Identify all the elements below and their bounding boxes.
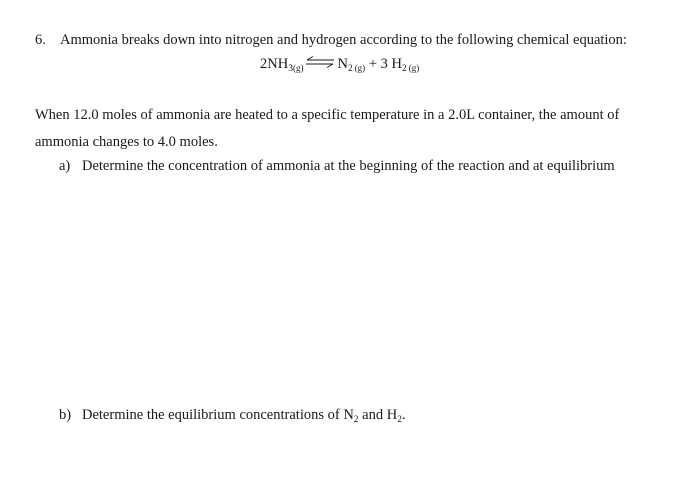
part-a-label: a) [59,158,71,174]
product2-coefficient: 3 [380,56,388,72]
product1-formula: N [337,56,348,72]
reactant-formula: NH [267,56,289,72]
reactant-coefficient: 2 [260,56,268,72]
equilibrium-arrow-icon [304,56,336,73]
reactant-phase: (g) [292,63,304,73]
part-b-subscript-1: 2 [353,415,359,425]
chemical-equation [260,56,419,73]
question-number: 6. [35,32,46,48]
part-b-subscript-2: 2 [397,415,402,425]
body-line-2: ammonia changes to 4.0 moles. [35,134,218,150]
part-b-label: b) [59,407,72,423]
part-b-text-post: . [401,407,406,423]
product2-subscript: 2 [401,64,407,74]
reactant-subscript: 3 [288,64,293,74]
plus-sign: + [368,56,377,72]
question-prompt: Ammonia breaks down into nitrogen and hydrogen according to the following chemical equation: [60,32,627,48]
product1-phase: (g) [354,63,366,73]
product2-phase: (g) [408,63,420,73]
part-b-text-mid: and H [358,407,398,423]
body-line-1: When 12.0 moles of ammonia are heated to a specific temperature in a 2.0L container, the amount of [35,107,620,123]
part-b-text-pre: Determine the equilibrium concentrations of N [82,407,354,423]
part-a-text: Determine the concentration of ammonia at the beginning of the reaction and at equilibrium [82,158,615,174]
product1-subscript: 2 [347,64,353,74]
product2-formula: H [391,56,402,72]
part-b-text [82,407,406,424]
